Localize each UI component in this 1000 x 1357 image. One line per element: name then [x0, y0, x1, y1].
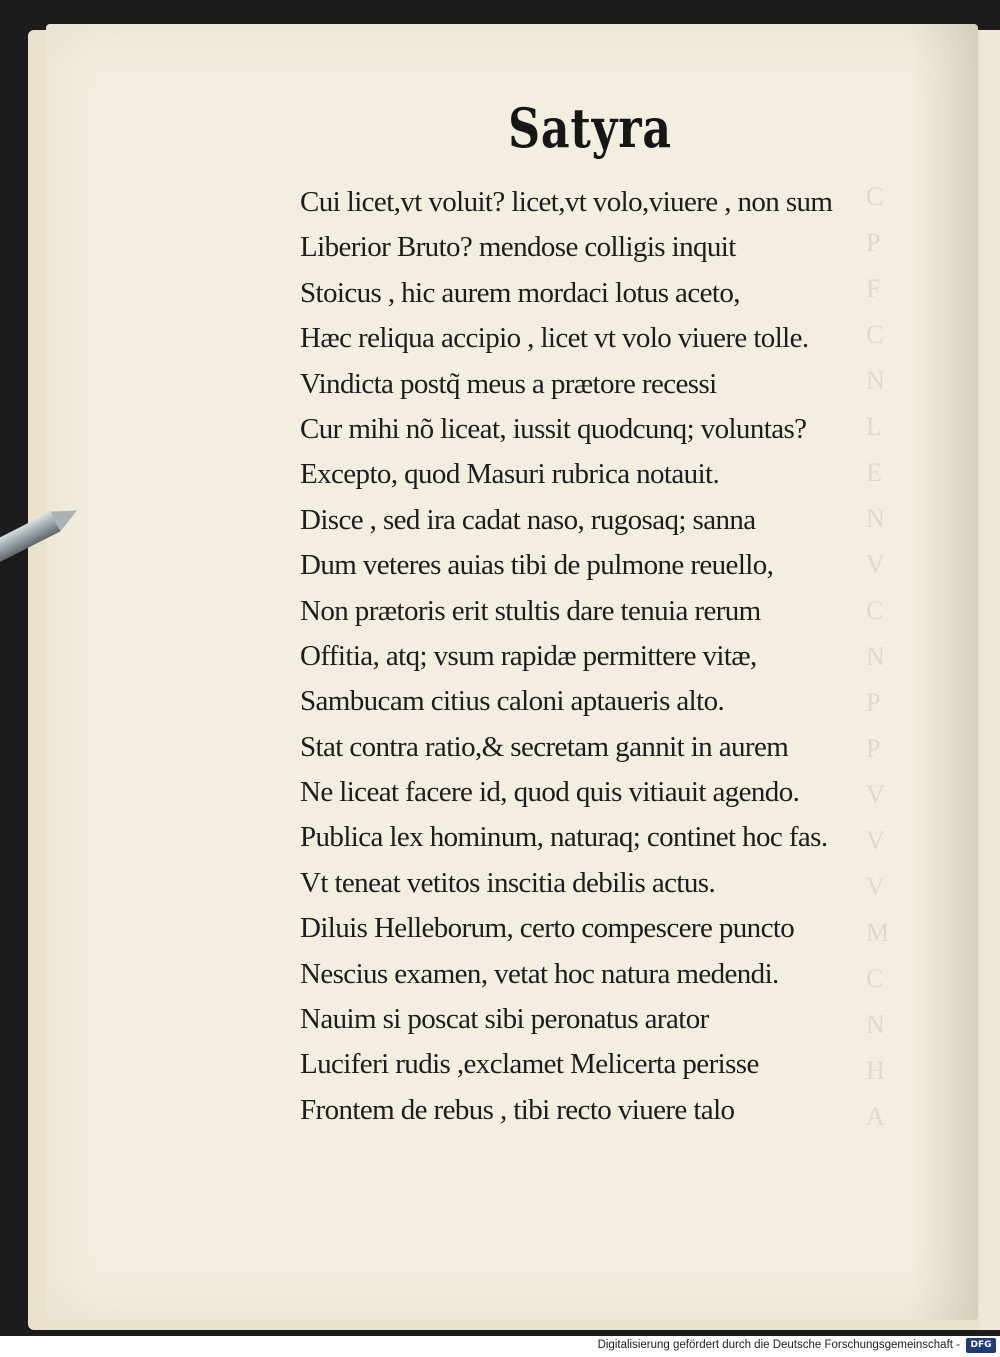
verse-line: Nescius examen, vetat hoc natura medendi.	[300, 957, 779, 990]
verse-line: Diluis Helleborum, certo compescere puncto	[300, 912, 795, 945]
verse-line: Dum veteres auias tibi de pulmone reuello,	[300, 549, 774, 582]
show-through-text: C P F C N L E N V C N P P V V V M C N H A	[866, 182, 890, 1131]
verse-line: Disce , sed ira cadat naso, rugosaq; sanna	[300, 503, 756, 536]
verse-line: Ne liceat facere id, quod quis vitiauit agendo.	[300, 776, 800, 809]
verse-line: Excepto, quod Masuri rubrica notauit.	[300, 458, 720, 491]
verse-line: Offitia, atq; vsum rapidæ permittere vitæ,	[300, 639, 757, 672]
verse-line: Stoicus , hic aurem mordaci lotus aceto,	[300, 276, 740, 309]
footer-credit: Digitalisierung gefördert durch die Deutsche Forschungsgemeinschaft -	[597, 1339, 960, 1351]
verse-lines	[300, 180, 920, 1133]
dfg-logo: DFG	[966, 1338, 996, 1353]
page-heading: Satyra	[508, 96, 672, 160]
footer-bar	[0, 1336, 1000, 1357]
verse-line: Frontem de rebus , tibi recto viuere talo	[300, 1093, 735, 1126]
verse-line: Stat contra ratio,& secretam gannit in aurem	[300, 730, 789, 763]
verse-line: Non prætoris erit stultis dare tenuia rerum	[300, 594, 761, 627]
verse-line: Luciferi rudis ,exclamet Melicerta perisse	[300, 1048, 759, 1081]
verse-line: Cur mihi nõ liceat, iussit quodcunq; voluntas?	[300, 412, 807, 445]
verse-line: Vt teneat vetitos inscitia debilis actus.	[300, 866, 716, 899]
verse-line: Sambucam citius caloni aptaueris alto.	[300, 685, 725, 718]
verse-line: Publica lex hominum, naturaq; continet hoc fas.	[300, 821, 828, 854]
verse-line: Nauim si poscat sibi peronatus arator	[300, 1003, 709, 1036]
verse-line: Hæc reliqua accipio , licet vt volo viuere tolle.	[300, 322, 809, 355]
verse-line: Vindicta postq̃ meus a prætore recessi	[300, 367, 717, 400]
verse-line: Liberior Bruto? mendose colligis inquit	[300, 231, 736, 264]
verse-line: Cui licet,vt voluit? licet,vt volo,viuere , non sum	[300, 186, 833, 218]
